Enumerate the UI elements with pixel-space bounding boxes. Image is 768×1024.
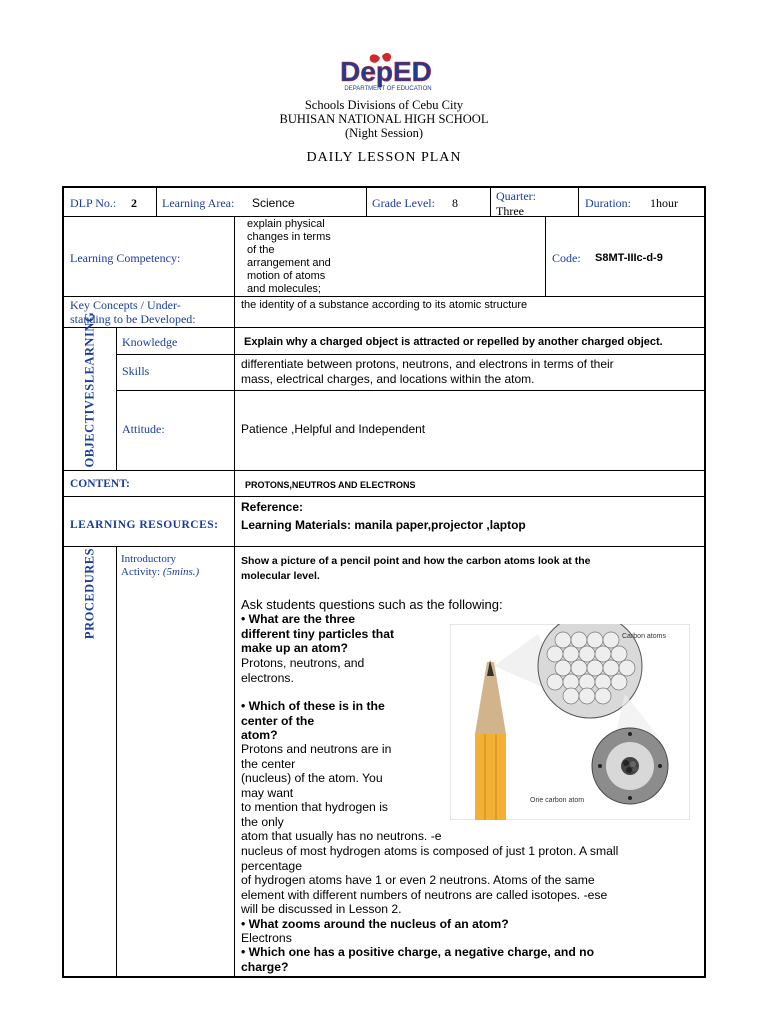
grade-value: 8 <box>452 196 458 210</box>
page-title: DAILY LESSON PLAN <box>306 150 462 165</box>
deped-logo <box>316 50 456 92</box>
dlp-value: 2 <box>131 196 137 210</box>
attitude-label: Attitude: <box>122 422 165 436</box>
pencil-carbon-figure <box>450 624 690 820</box>
objectives-side-label: OBJECTIVESLEARNING <box>82 311 97 468</box>
one-carbon-atom-caption: One carbon atom <box>530 797 585 804</box>
intro-activity-text: Show a picture of a pencil point and how the carbon atoms look at the molecular level. <box>241 555 591 582</box>
code-label: Code: <box>552 251 581 265</box>
duration-value: 1hour <box>650 196 678 210</box>
answer-2-continued: nucleus of most hydrogen atoms is composed of just 1 proton. A small percentage of hydrogen atoms have 1 or even 2 neutrons. Atoms of the same element with different numbers of neutrons are called isotopes. -ese will be discussed in Lesson 2. <box>241 844 619 916</box>
reference-label: Reference: <box>241 500 304 514</box>
resources-label: LEARNING RESOURCES: <box>70 519 219 531</box>
division-name: Schools Divisions of Cebu City <box>304 98 464 112</box>
materials-value: Learning Materials: manila paper,projector ,laptop <box>241 518 526 532</box>
attitude-value: Patience ,Helpful and Independent <box>241 422 426 436</box>
ask-intro: Ask students questions such as the following: <box>241 597 503 612</box>
area-label: Learning Area: <box>162 196 235 210</box>
knowledge-label: Knowledge <box>122 335 178 349</box>
intro-activity-label: Introductory Activity: (5mins.) <box>121 553 200 578</box>
skills-value: differentiate between protons, neutrons, and electrons in terms of their mass, electrical charges, and locations within the atom. <box>241 357 614 386</box>
grade-label: Grade Level: <box>372 196 435 210</box>
answer-3: Electrons <box>241 931 292 945</box>
content-label: CONTENT: <box>70 478 130 490</box>
question-2: • Which of these is in the center of the atom? <box>241 699 385 742</box>
logo-wordmark: DepED <box>340 56 432 87</box>
code-value: S8MT-IIIc-d-9 <box>595 252 663 264</box>
competency-label: Learning Competency: <box>70 251 181 265</box>
question-3: • What zooms around the nucleus of an atom? <box>241 917 509 931</box>
question-1: • What are the three different tiny particles that make up an atom? <box>241 612 395 655</box>
carbon-atoms-caption: Carbon atoms <box>622 633 666 640</box>
skills-label: Skills <box>122 364 150 378</box>
answer-2: Protons and neutrons are in the center (nucleus) of the atom. You may want to mention that hydrogen is the only atom that usually has no neutrons. -e <box>241 742 442 843</box>
key-concepts-value: the identity of a substance according to its atomic structure <box>241 299 528 311</box>
knowledge-value: Explain why a charged object is attracted or repelled by another charged object. <box>244 336 663 348</box>
procedures-side-label: PROCEDURES <box>82 547 97 640</box>
quarter-value: Three <box>496 204 524 218</box>
dlp-label: DLP No.: <box>70 196 117 210</box>
logo-subtitle: DEPARTMENT OF EDUCATION <box>344 86 432 92</box>
quarter-label: Quarter: <box>496 189 536 203</box>
single-carbon-atom-illustration <box>592 728 668 804</box>
session-name: (Night Session) <box>344 126 424 140</box>
content-value: PROTONS,NEUTROS AND ELECTRONS <box>245 480 416 490</box>
competency-text: explain physical changes in terms of the arrangement and motion of atoms and molecules; <box>247 218 331 295</box>
school-name: BUHISAN NATIONAL HIGH SCHOOL <box>279 112 489 126</box>
duration-label: Duration: <box>585 196 631 210</box>
answer-1: Protons, neutrons, and electrons. <box>241 656 365 685</box>
key-concepts-label: Key Concepts / Under- standing to be Developed: <box>70 298 196 326</box>
area-value: Science <box>252 196 295 210</box>
question-4: • Which one has a positive charge, a negative charge, and no charge? <box>241 945 595 974</box>
